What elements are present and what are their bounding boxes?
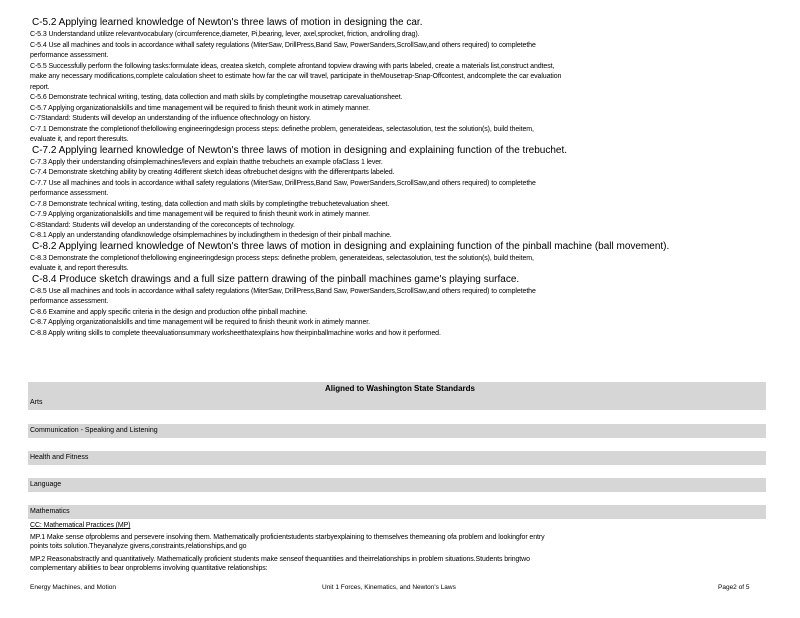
standard-line: report. bbox=[30, 83, 50, 91]
standard-line: C-8.5 Use all machines and tools in accordance withall safety regulations (MiterSaw, DrillPress,Band Saw, PowerSanders,ScrollSaw,and others required) to completethe bbox=[30, 287, 536, 295]
footer-left: Energy Machines, and Motion bbox=[30, 584, 116, 591]
footer-right: Page2 of 5 bbox=[718, 584, 750, 591]
section-mathematics-label: Mathematics bbox=[30, 508, 70, 515]
aligned-standards-title: Aligned to Washington State Standards bbox=[325, 384, 475, 393]
standard-line: C-5.7 Applying organizationalskills and time management will be required to finish theunit work in atimely manner. bbox=[30, 104, 370, 112]
section-mathematics bbox=[28, 505, 766, 519]
standard-line: C-7.9 Applying organizationalskills and time management will be required to finish theunit work in atimely manner. bbox=[30, 211, 370, 218]
standard-line: C-7.1 Demonstrate the completionof thefollowing engineeringdesign process steps: definethe problem, generateideas, selectasolution, test the solution(s), build theitem, bbox=[30, 125, 534, 133]
math-line: points toits solution.Theyanalyze givens,constraints,relationships,and go bbox=[30, 543, 247, 550]
section-heading: C-8.4 Produce sketch drawings and a full size pattern drawing of the pinball machines game's playing surface. bbox=[32, 273, 520, 285]
standard-line: evaluate it, and report theresults. bbox=[30, 136, 129, 143]
standard-line: performance assessment. bbox=[30, 190, 109, 197]
standard-line: C-8.7 Applying organizationalskills and time management will be required to finish theunit work in atimely manner. bbox=[30, 319, 370, 326]
standard-line: C-5.5 Successfully perform the following tasks:formulate ideas, createa sketch, complete afrontand topview drawing with parts labeled, create a materials list,construct andtest, bbox=[30, 62, 555, 70]
standard-line: evaluate it, and report theresults. bbox=[30, 265, 129, 272]
standard-line: C-5.4 Use all machines and tools in accordance withall safety regulations (MiterSaw, DrillPress,Band Saw, PowerSanders,ScrollSaw,and others required) to completethe bbox=[30, 41, 536, 49]
math-line: MP.1 Make sense ofproblems and persevere insolving them. Mathematically proficientstudents starbyexplaining to themselves themeaning ofa problem and lookingfor entry bbox=[30, 534, 545, 541]
standard-line: C-7.7 Use all machines and tools in accordance withall safety regulations (MiterSaw, DrillPress,Band Saw, PowerSanders,ScrollSaw,and others required) to completethe bbox=[30, 179, 536, 187]
section-heading: C-7.2 Applying learned knowledge of Newton's three laws of motion in designing and explaining function of the trebuchet. bbox=[32, 144, 568, 156]
standard-line: C-5.3 Understandand utilize relevantvocabulary (circumference,diameter, Pi,bearing, lever, axel,sprocket, friction, androlling drag). bbox=[30, 31, 420, 38]
section-health bbox=[28, 451, 766, 465]
section-health-label: Health and Fitness bbox=[30, 454, 89, 461]
footer-center: Unit 1 Forces, Kinematics, and Newton's Laws bbox=[322, 584, 456, 591]
standard-line: C-7.3 Apply their understanding ofsimplemachines/levers and explain thatthe trebuchets an example ofaClass 1 lever. bbox=[30, 158, 383, 166]
math-line: complementary abilities to bear onproblems involving quantitative relationships: bbox=[30, 565, 268, 572]
standard-line: C-8.1 Apply an understanding ofandknowledge ofsimplemachines by includingthem in thedesign of their pinball machine. bbox=[30, 232, 392, 239]
standard-line: C-5.6 Demonstrate technical writing, testing, data collection and math skills by completingthe mousetrap carevaluationsheet. bbox=[30, 94, 403, 101]
standard-line: C-8Standard: Students will develop an understanding of the coreconcepts of technology. bbox=[30, 221, 295, 229]
standard-line: C-8.6 Examine and apply specific criteria in the design and production ofthe pinball machine. bbox=[30, 308, 308, 316]
standard-line: C-7Standard: Students will develop an understanding of the influence oftechnology on history. bbox=[30, 115, 311, 122]
standard-line: C-8.8 Apply writing skills to complete theevaluationsummary worksheetthatexplains how theirpinballmachine works and how it performed. bbox=[30, 329, 441, 337]
standard-line: performance assessment. bbox=[30, 52, 109, 59]
standard-line: C-7.8 Demonstrate technical writing, testing, data collection and math skills by completingthe trebuchetevaluation sheet. bbox=[30, 200, 390, 208]
section-communication bbox=[28, 424, 766, 438]
section-arts-label: Arts bbox=[30, 399, 43, 406]
section-language bbox=[28, 478, 766, 492]
standard-line: C-7.4 Demonstrate sketching ability by creating 4different sketch ideas oftrebuchet designs with the differentparts labeled. bbox=[30, 169, 395, 176]
section-heading: C-8.2 Applying learned knowledge of Newton's three laws of motion in designing and explaining function of the pinball machine (ball movement). bbox=[32, 240, 670, 252]
math-line: MP.2 Reasonabstractly and quantitatively. Mathematically proficient students make senseof thequantities and theirrelationships in problem situations.Students bringtwo bbox=[30, 556, 530, 563]
standard-line: C-8.3 Demonstrate the completionof thefollowing engineeringdesign process steps: definethe problem, generateideas, selectasolution, test the solution(s), build theitem, bbox=[30, 254, 534, 262]
standard-line: performance assessment. bbox=[30, 298, 109, 305]
section-language-label: Language bbox=[30, 481, 62, 488]
section-heading: C-5.2 Applying learned knowledge of Newton's three laws of motion in designing the car. bbox=[32, 17, 423, 28]
section-arts bbox=[28, 396, 766, 410]
section-communication-label: Communication - Speaking and Listening bbox=[30, 427, 158, 434]
standard-line: make any necessary modifications,complete calculation sheet to estimate how far the car will travel, participate in theMousetrap-Snap-Offcontest, andcomplete the car evaluation bbox=[30, 73, 562, 80]
math-cc-line: CC: Mathematical Practices (MP) bbox=[30, 522, 131, 529]
